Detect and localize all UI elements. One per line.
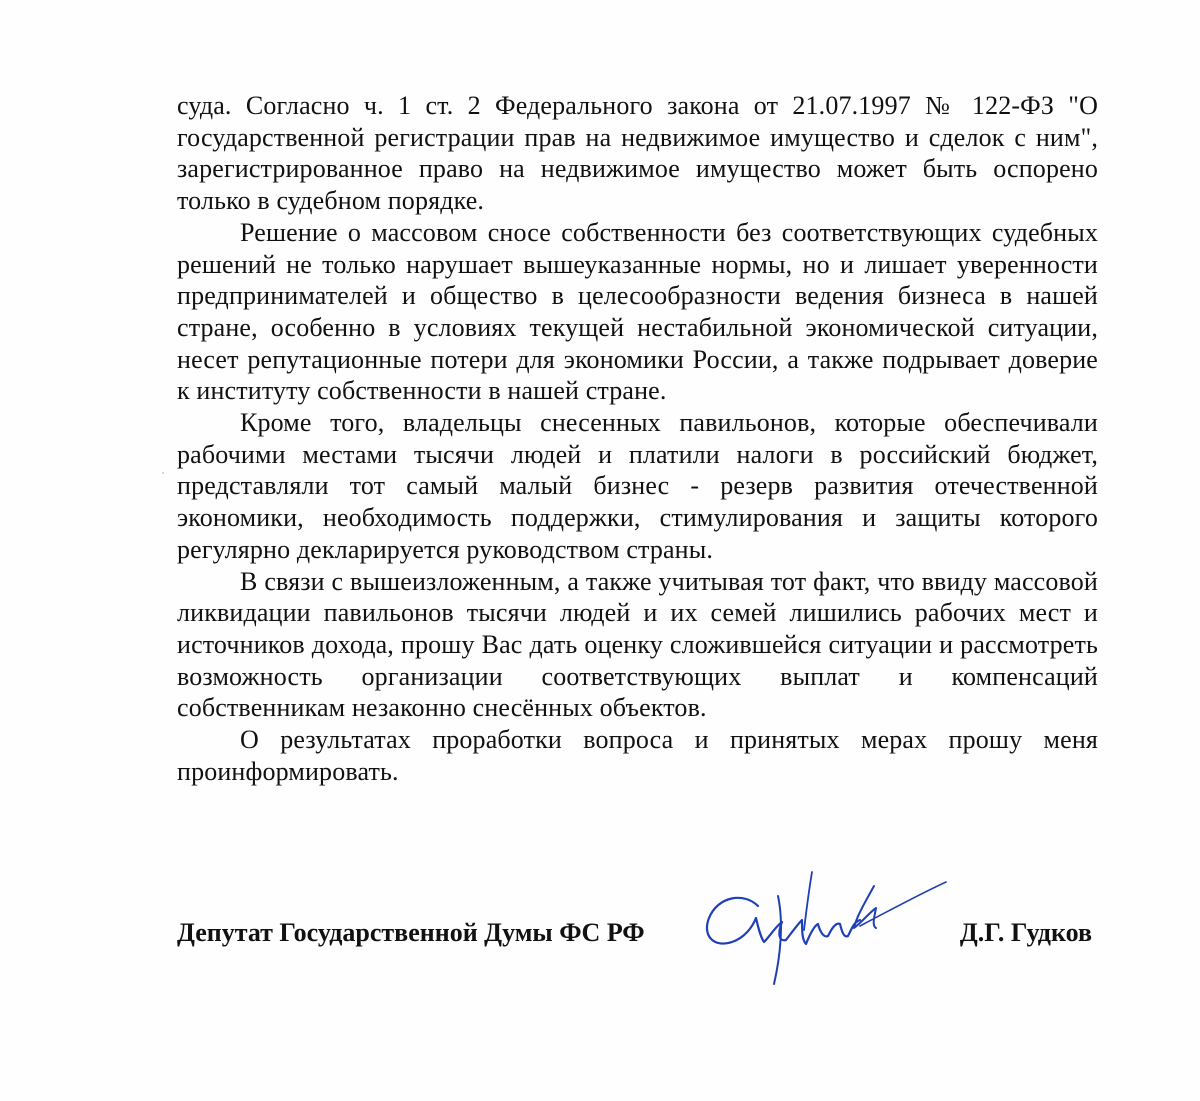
- scan-speck: [162, 472, 164, 474]
- signature-stroke: [804, 872, 812, 930]
- paragraph-request: В связи с вышеизложенным, а также учитывая тот факт, что ввиду массовой ликвидации павильонов тысячи людей и их семей лишились рабочих мест и источников дохода, прошу Вас дать оценку сложившейся ситуации и рассмотреть возможность организации соответствующих выплат и компенсаций собственникам незаконно снесённых объектов.: [177, 566, 1098, 723]
- handwritten-signature: [700, 866, 950, 988]
- signer-position: Депутат Государственной Думы ФС РФ: [177, 918, 645, 947]
- paragraph-continuation: суда. Согласно ч. 1 ст. 2 Федерального закона от 21.07.1997 № 122-ФЗ "О государственной регистрации прав на недвижимое имущество и сделок с ним", зарегистрированное право на недвижимое имущество может быть оспорено только в судебном порядке.: [177, 91, 1098, 216]
- signature-block: [177, 918, 1098, 958]
- paragraph-demolition-decision: Решение о массовом сносе собственности без соответствующих судебных решений не только нарушает вышеуказанные нормы, но и лишает уверенности предпринимателей и общество в целесообразности ведения бизнеса в нашей стране, особенно в условиях текущей нестабильной экономической ситуации, несет репутационные потери для экономики России, а также подрывает доверие к институту собственности в нашей стране.: [177, 217, 1098, 406]
- signature-stroke: [774, 896, 781, 984]
- letter-body: [177, 90, 1098, 787]
- signature-stroke: [707, 898, 860, 944]
- paragraph-closing: О результатах проработки вопроса и принятых мерах прошу меня проинформировать.: [177, 725, 1098, 786]
- signer-name: Д.Г. Гудков: [959, 918, 1092, 947]
- paragraph-pavilion-owners: Кроме того, владельцы снесенных павильонов, которые обеспечивали рабочими местами тысячи людей и платили налоги в российский бюджет, представляли тот самый малый бизнес - резерв развития отечественной экономики, необходимость поддержки, стимулирования и защиты которого регулярно декларируется руководством страны.: [177, 408, 1098, 564]
